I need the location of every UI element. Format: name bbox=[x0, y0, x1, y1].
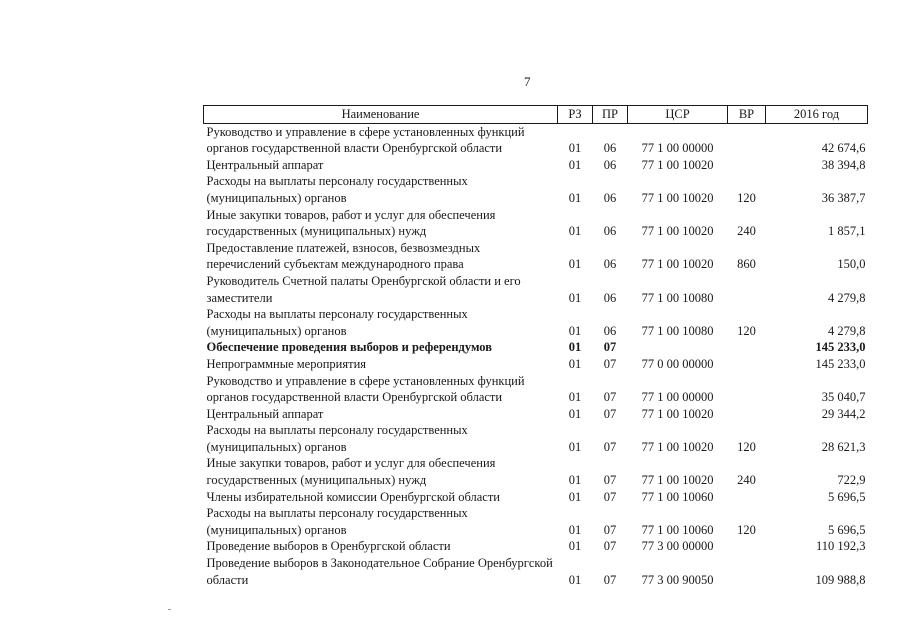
cell-rz: 01 bbox=[568, 323, 582, 338]
cell-csr: 77 1 00 10060 bbox=[641, 522, 714, 537]
cell-name: Обеспечение проведения выборов и референдумов bbox=[206, 340, 492, 355]
cell-rz: 01 bbox=[568, 340, 582, 355]
cell-name: Непрограммные мероприятия bbox=[206, 356, 367, 371]
cell-vr: 240 bbox=[737, 224, 756, 239]
cell-csr: 77 1 00 10020 bbox=[641, 473, 714, 488]
cell-rz: 01 bbox=[568, 406, 582, 421]
cell-vr: 860 bbox=[737, 257, 756, 272]
cell-vr bbox=[728, 356, 766, 373]
table-row bbox=[204, 538, 868, 555]
cell-sum: 42 674,6 bbox=[821, 141, 866, 156]
cell-csr: 77 3 00 00000 bbox=[641, 539, 714, 554]
cell-name: Руководитель Счетной палаты Оренбургской области и его заместители bbox=[206, 273, 521, 305]
cell-sum: 5 696,5 bbox=[828, 522, 866, 537]
cell-rz: 01 bbox=[568, 522, 582, 537]
cell-csr: 77 1 00 10020 bbox=[641, 439, 714, 454]
cell-csr: 77 1 00 10020 bbox=[641, 406, 714, 421]
cell-pr: 06 bbox=[603, 323, 617, 338]
table-row bbox=[204, 173, 868, 206]
cell-vr: 120 bbox=[737, 323, 756, 338]
cell-pr: 06 bbox=[603, 157, 617, 172]
table-row bbox=[204, 207, 868, 240]
cell-name: Предоставление платежей, взносов, безвозмездных перечислений субъектам международного права bbox=[206, 240, 481, 272]
cell-sum: 5 696,5 bbox=[828, 489, 866, 504]
table-row bbox=[204, 505, 868, 538]
cell-csr: 77 1 00 10080 bbox=[641, 290, 714, 305]
cell-vr bbox=[728, 157, 766, 174]
table-row bbox=[204, 306, 868, 339]
cell-rz: 01 bbox=[568, 190, 582, 205]
scan-speck bbox=[168, 609, 171, 610]
page-number: 7 bbox=[524, 74, 531, 89]
cell-rz: 01 bbox=[568, 473, 582, 488]
cell-pr: 07 bbox=[603, 539, 617, 554]
cell-name: Центральный аппарат bbox=[206, 406, 324, 421]
table-row bbox=[204, 489, 868, 506]
cell-rz: 01 bbox=[568, 224, 582, 239]
table-row bbox=[204, 555, 868, 588]
cell-csr: 77 1 00 00000 bbox=[641, 390, 714, 405]
cell-vr bbox=[728, 555, 766, 588]
cell-sum: 145 233,0 bbox=[815, 356, 866, 371]
table-row bbox=[204, 123, 868, 157]
cell-name: Расходы на выплаты персоналу государственных (муниципальных) органов bbox=[206, 307, 468, 338]
cell-vr: 120 bbox=[737, 522, 756, 537]
header-vr: ВР bbox=[728, 106, 766, 124]
table-row bbox=[204, 157, 868, 174]
header-rz: РЗ bbox=[558, 106, 593, 124]
cell-csr: 77 0 00 00000 bbox=[641, 356, 714, 371]
cell-csr: 77 1 00 10060 bbox=[641, 489, 714, 504]
cell-sum: 35 040,7 bbox=[821, 390, 866, 405]
cell-rz: 01 bbox=[568, 290, 582, 305]
cell-name: Расходы на выплаты персоналу государственных (муниципальных) органов bbox=[206, 174, 468, 205]
cell-rz: 01 bbox=[568, 539, 582, 554]
header-name: Наименование bbox=[204, 106, 558, 124]
cell-sum: 109 988,8 bbox=[815, 572, 866, 587]
cell-sum: 722,9 bbox=[837, 473, 866, 488]
cell-name: Иные закупки товаров, работ и услуг для обеспечения государственных (муниципальных) нужд bbox=[206, 456, 496, 488]
cell-pr: 07 bbox=[603, 572, 617, 587]
cell-vr bbox=[728, 123, 766, 157]
budget-table bbox=[203, 105, 868, 588]
table-row bbox=[204, 339, 868, 356]
cell-csr: 77 1 00 10080 bbox=[641, 323, 714, 338]
cell-name: Центральный аппарат bbox=[206, 157, 324, 172]
cell-pr: 06 bbox=[603, 257, 617, 272]
cell-pr: 07 bbox=[603, 390, 617, 405]
cell-sum: 38 394,8 bbox=[821, 157, 866, 172]
cell-name: Иные закупки товаров, работ и услуг для обеспечения государственных (муниципальных) нужд bbox=[206, 207, 496, 239]
table-body bbox=[204, 123, 868, 588]
table-header bbox=[204, 106, 868, 124]
cell-pr: 07 bbox=[603, 356, 617, 371]
cell-sum: 28 621,3 bbox=[821, 439, 866, 454]
cell-name: Расходы на выплаты персоналу государственных (муниципальных) органов bbox=[206, 506, 468, 537]
cell-vr bbox=[728, 489, 766, 506]
cell-sum: 150,0 bbox=[837, 257, 866, 272]
table-row bbox=[204, 455, 868, 488]
header-pr: ПР bbox=[593, 106, 628, 124]
cell-sum: 4 279,8 bbox=[828, 290, 866, 305]
cell-sum: 4 279,8 bbox=[828, 323, 866, 338]
cell-vr bbox=[728, 373, 766, 406]
cell-pr: 07 bbox=[603, 522, 617, 537]
cell-vr: 240 bbox=[737, 473, 756, 488]
cell-name: Руководство и управление в сфере установленных функций органов государственной власти Оренбургской области bbox=[206, 124, 525, 156]
cell-csr: 77 1 00 10020 bbox=[641, 257, 714, 272]
cell-rz: 01 bbox=[568, 439, 582, 454]
cell-sum: 110 192,3 bbox=[815, 539, 866, 554]
cell-name: Проведение выборов в Законодательное Собрание Оренбургской области bbox=[206, 556, 553, 587]
cell-sum: 29 344,2 bbox=[821, 406, 866, 421]
cell-sum: 145 233,0 bbox=[815, 340, 866, 355]
cell-csr: 77 1 00 10020 bbox=[641, 157, 714, 172]
cell-rz: 01 bbox=[568, 489, 582, 504]
cell-pr: 06 bbox=[603, 190, 617, 205]
table-row bbox=[204, 373, 868, 406]
cell-name: Руководство и управление в сфере установленных функций органов государственной власти Оренбургской области bbox=[206, 373, 525, 405]
cell-pr: 07 bbox=[603, 489, 617, 504]
cell-pr: 07 bbox=[603, 473, 617, 488]
table-row bbox=[204, 406, 868, 423]
cell-pr: 07 bbox=[603, 340, 617, 355]
cell-vr: 120 bbox=[737, 439, 756, 454]
cell-name: Расходы на выплаты персоналу государственных (муниципальных) органов bbox=[206, 423, 468, 454]
cell-vr bbox=[728, 406, 766, 423]
cell-pr: 06 bbox=[603, 224, 617, 239]
cell-sum: 1 857,1 bbox=[828, 224, 866, 239]
cell-pr: 07 bbox=[603, 439, 617, 454]
table-row bbox=[204, 240, 868, 273]
cell-vr bbox=[728, 339, 766, 356]
cell-rz: 01 bbox=[568, 257, 582, 272]
table-row bbox=[204, 356, 868, 373]
cell-sum: 36 387,7 bbox=[821, 190, 866, 205]
cell-pr: 06 bbox=[603, 290, 617, 305]
cell-csr: 77 1 00 00000 bbox=[641, 141, 714, 156]
cell-rz: 01 bbox=[568, 141, 582, 156]
cell-csr: 77 1 00 10020 bbox=[641, 224, 714, 239]
table-row bbox=[204, 422, 868, 455]
table-row bbox=[204, 273, 868, 306]
header-sum: 2016 год bbox=[766, 106, 868, 124]
cell-pr: 06 bbox=[603, 141, 617, 156]
cell-name: Проведение выборов в Оренбургской области bbox=[206, 539, 451, 554]
cell-rz: 01 bbox=[568, 390, 582, 405]
cell-csr: 77 1 00 10020 bbox=[641, 190, 714, 205]
cell-rz: 01 bbox=[568, 356, 582, 371]
cell-vr: 120 bbox=[737, 190, 756, 205]
cell-rz: 01 bbox=[568, 572, 582, 587]
cell-vr bbox=[728, 273, 766, 306]
cell-csr bbox=[628, 339, 728, 356]
header-csr: ЦСР bbox=[628, 106, 728, 124]
cell-rz: 01 bbox=[568, 157, 582, 172]
cell-pr: 07 bbox=[603, 406, 617, 421]
cell-vr bbox=[728, 538, 766, 555]
cell-name: Члены избирательной комиссии Оренбургской области bbox=[206, 489, 500, 504]
cell-csr: 77 3 00 90050 bbox=[641, 572, 714, 587]
